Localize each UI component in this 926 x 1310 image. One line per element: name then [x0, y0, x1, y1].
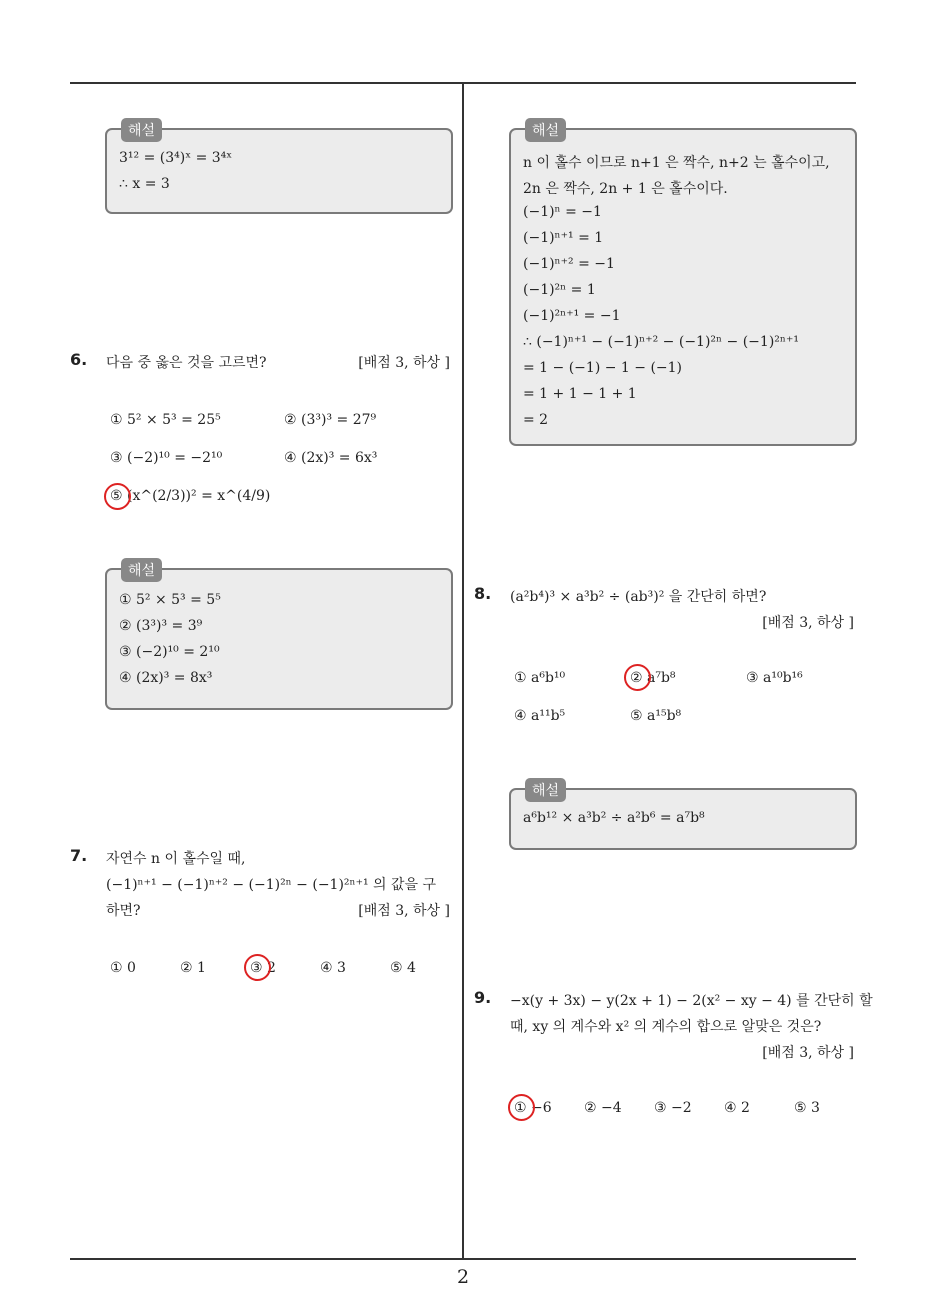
bottom-rule [70, 1258, 856, 1260]
solution-line: = 1 + 1 − 1 + 1 [523, 386, 637, 402]
question-text: 다음 중 옳은 것을 고르면? [106, 355, 267, 371]
solution-line: ④ (2x)³ = 8x³ [119, 670, 213, 686]
choice-1[interactable]: ① 0 [110, 960, 136, 976]
question-number: 9. [474, 988, 492, 1007]
solution-line: ∴ (−1)ⁿ⁺¹ − (−1)ⁿ⁺² − (−1)²ⁿ − (−1)²ⁿ⁺¹ [523, 334, 799, 350]
question-text: (a²b⁴)³ × a³b² ÷ (ab³)² 을 간단히 하면? [510, 589, 767, 605]
question-number: 8. [474, 584, 492, 603]
choice-2[interactable]: ② a⁷b⁸ [630, 670, 676, 686]
answer-mark-circle [244, 954, 271, 981]
solution-line: 2n 은 짝수, 2n + 1 은 홀수이다. [523, 181, 728, 197]
answer-mark-circle [624, 664, 651, 691]
answer-mark-circle [104, 483, 131, 510]
question-points: [배점 3, 하상 ] [762, 615, 854, 631]
solution-line: ∴ x = 3 [119, 176, 170, 192]
question-points: [배점 3, 하상 ] [358, 355, 450, 371]
question-text: −x(y + 3x) − y(2x + 1) − 2(x² − xy − 4) 를 간단히 할 [510, 993, 873, 1009]
question-text: 자연수 n 이 홀수일 때, [106, 851, 246, 867]
solution-line: (−1)²ⁿ⁺¹ = −1 [523, 308, 621, 324]
question-number: 6. [70, 350, 88, 369]
solution-line: (−1)²ⁿ = 1 [523, 282, 596, 298]
answer-mark-circle [508, 1094, 535, 1121]
solution-line: (−1)ⁿ⁺² = −1 [523, 256, 615, 272]
solution-tag: 해설 [121, 558, 162, 582]
solution-line: = 2 [523, 412, 549, 428]
solution-line: ③ (−2)¹⁰ = 2¹⁰ [119, 644, 220, 660]
choice-1[interactable]: ① a⁶b¹⁰ [514, 670, 566, 686]
solution-box-q6 [105, 563, 453, 710]
choice-5[interactable]: ⑤ a¹⁵b⁸ [630, 708, 682, 724]
choice-1[interactable]: ① −6 [514, 1100, 552, 1116]
solution-line: = 1 − (−1) − 1 − (−1) [523, 360, 683, 376]
question-points: [배점 3, 하상 ] [358, 903, 450, 919]
solution-line: ① 5² × 5³ = 5⁵ [119, 592, 221, 608]
column-divider [462, 84, 464, 1258]
solution-tag: 해설 [525, 778, 566, 802]
solution-line: ② (3³)³ = 3⁹ [119, 618, 203, 634]
choice-5[interactable]: ⑤ 4 [390, 960, 416, 976]
choice-3[interactable]: ③ a¹⁰b¹⁶ [746, 670, 803, 686]
choice-4[interactable]: ④ a¹¹b⁵ [514, 708, 566, 724]
solution-box-q7 [509, 123, 857, 446]
question-number: 7. [70, 846, 88, 865]
choice-3[interactable]: ③ −2 [654, 1100, 692, 1116]
choice-1[interactable]: ① 5² × 5³ = 25⁵ [110, 412, 221, 428]
solution-box-q5 [105, 123, 453, 214]
solution-line: n 이 홀수 이므로 n+1 은 짝수, n+2 는 홀수이고, [523, 155, 830, 171]
solution-box-q8 [509, 783, 857, 850]
solution-tag: 해설 [525, 118, 566, 142]
choice-3[interactable]: ③ (−2)¹⁰ = −2¹⁰ [110, 450, 223, 466]
choice-5[interactable]: ⑤ (x^(2/3))² = x^(4/9) [110, 488, 271, 504]
choice-5[interactable]: ⑤ 3 [794, 1100, 820, 1116]
question-text: (−1)ⁿ⁺¹ − (−1)ⁿ⁺² − (−1)²ⁿ − (−1)²ⁿ⁺¹ 의 값을 구 [106, 877, 437, 893]
solution-line: (−1)ⁿ = −1 [523, 204, 602, 220]
solution-tag: 해설 [121, 118, 162, 142]
choice-4[interactable]: ④ 2 [724, 1100, 750, 1116]
choice-2[interactable]: ② (3³)³ = 27⁹ [284, 412, 377, 428]
question-text: 하면? [106, 903, 141, 919]
question-text: 때, xy 의 계수와 x² 의 계수의 합으로 알맞은 것은? [510, 1019, 822, 1035]
solution-line: 3¹² = (3⁴)ˣ = 3⁴ˣ [119, 150, 233, 166]
solution-line: a⁶b¹² × a³b² ÷ a²b⁶ = a⁷b⁸ [523, 810, 705, 826]
page-number: 2 [456, 1266, 470, 1288]
solution-line: (−1)ⁿ⁺¹ = 1 [523, 230, 604, 246]
choice-3[interactable]: ③ 2 [250, 960, 276, 976]
choice-2[interactable]: ② 1 [180, 960, 206, 976]
choice-2[interactable]: ② −4 [584, 1100, 622, 1116]
choice-4[interactable]: ④ 3 [320, 960, 346, 976]
question-points: [배점 3, 하상 ] [762, 1045, 854, 1061]
choice-4[interactable]: ④ (2x)³ = 6x³ [284, 450, 378, 466]
